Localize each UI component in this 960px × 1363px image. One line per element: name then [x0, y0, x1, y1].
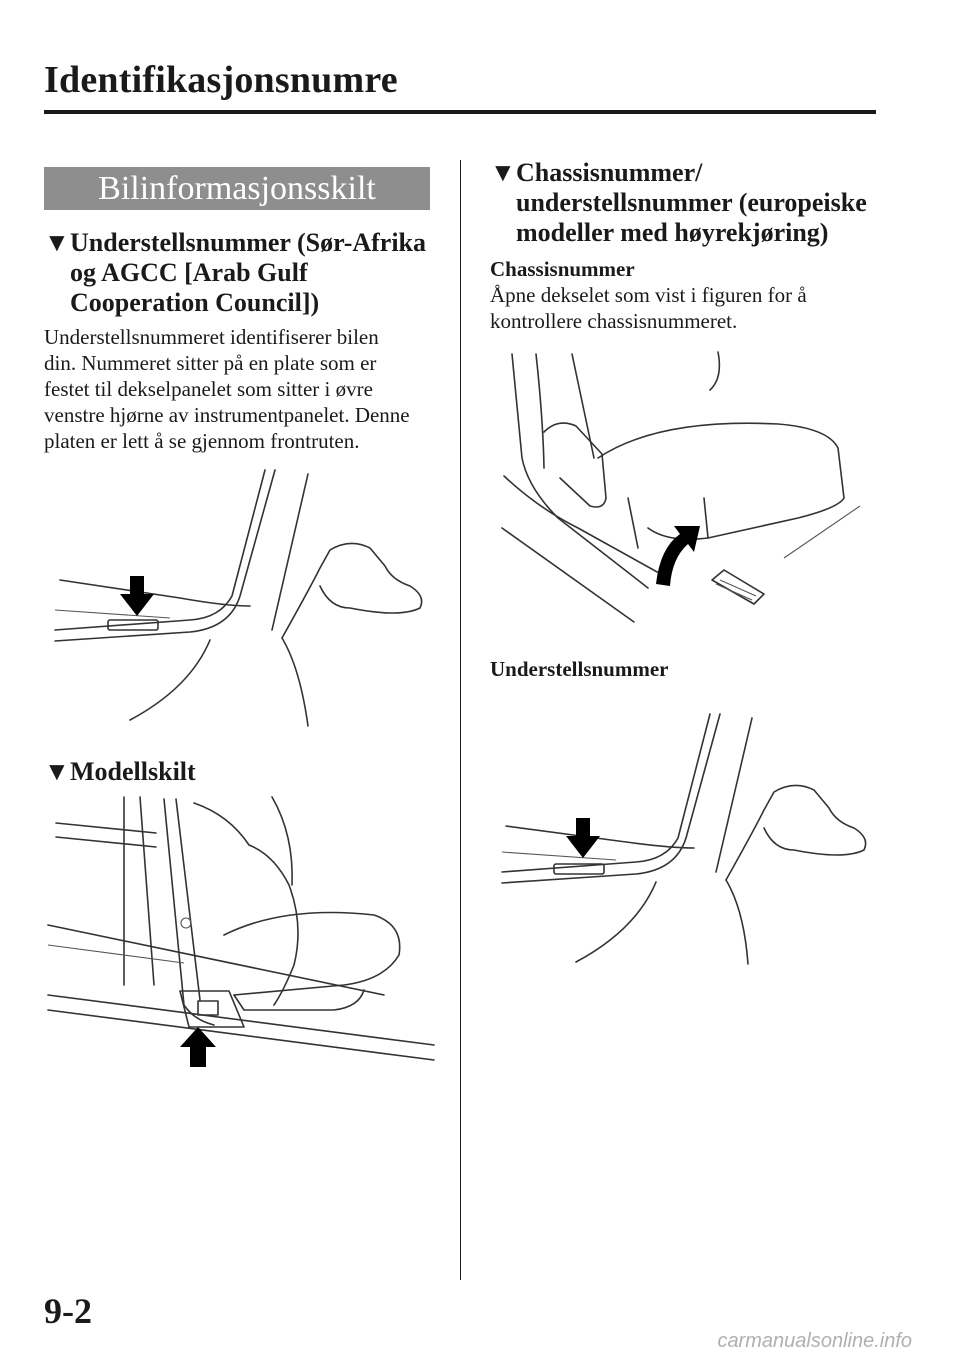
chapter-rule [44, 110, 876, 114]
triangle-down-icon: ▼ [490, 158, 516, 187]
triangle-down-icon: ▼ [44, 228, 70, 257]
page-number: 9-2 [44, 1291, 92, 1331]
chassis-floor-illustration [498, 348, 868, 628]
section-banner: Bilinformasjonsskilt [44, 167, 430, 210]
vin-windshield-illustration [50, 468, 440, 728]
column-divider [460, 160, 461, 1280]
vin-body: Understellsnummeret identifiserer bilen din. Nummeret sitter på en plate som er festet til dekselpanelet som sitter i øvre venstre hjørne av instrumentpanelet. Denne platen er lett å se gjennom frontruten. [44, 325, 410, 453]
chassis-subheading: Chassisnummer [490, 257, 635, 281]
chapter-title: Identifikasjonsnumre [44, 59, 398, 101]
vin-heading: ▼Understellsnummer (Sør-Afrika og AGCC [Arab Gulf Cooperation Council]) [44, 228, 427, 317]
chassis-body: Åpne dekselet som vist i figuren for å kontrollere chassisnummeret. [490, 283, 807, 333]
model-plate-illustration [44, 795, 444, 1085]
chassis-heading: ▼Chassisnummer/ understellsnummer (europeiske modeller med høyrekjøring) [490, 158, 867, 247]
vin-subheading: Understellsnummer [490, 657, 669, 681]
model-heading: ▼Modellskilt [44, 757, 196, 786]
vin-windshield-illustration-2 [500, 712, 880, 972]
watermark: carmanualsonline.info [717, 1330, 912, 1352]
triangle-down-icon: ▼ [44, 757, 70, 786]
